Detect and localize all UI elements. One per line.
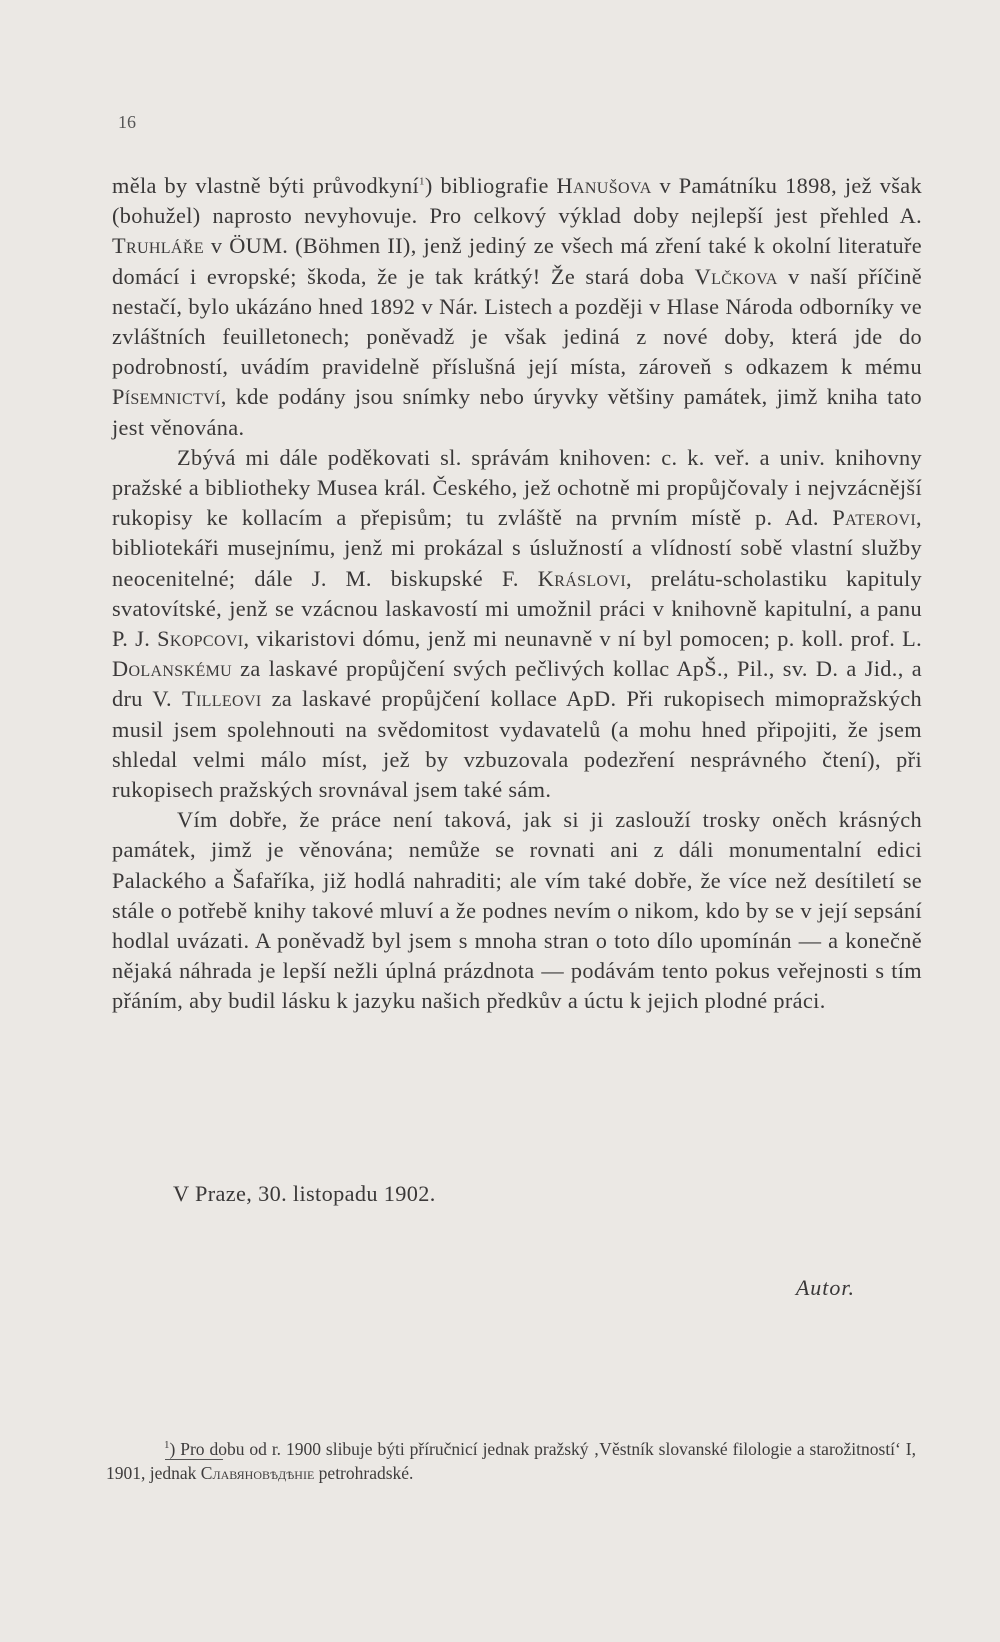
text: za laskavé propůjčení svých pečlivých kollac ApŠ., Pil., sv. D. a Jid., a dru V.: [112, 656, 922, 712]
author-name: Truhláře: [112, 233, 204, 259]
footnote-number: 1: [164, 1439, 170, 1452]
signature: Autor.: [795, 1275, 855, 1300]
cyrillic-title: Славяновѣдѣніе: [200, 1463, 315, 1483]
paragraph-1: [112, 171, 922, 443]
text: za laskavé propůjčení kollace ApD. Při rukopisech mimopražských musil jsem spolehnouti na svědomitost vydavatelů (a mohu hned připojiti, že jsem shledal velmi málo míst, jež by vzbuzovala podezření nesprávného čtení), při rukopisech pražských srovnával jsem také sám.: [112, 686, 922, 803]
footnote-marker: 1: [419, 175, 425, 188]
person-name: Paterovi: [832, 505, 917, 531]
text: , bibliotekáři musejnímu, jenž mi prokázal s úslužností a vlídností sobě vlastní služby neocenitelné; dále J. M. biskupské F.: [112, 505, 922, 591]
person-name: Tilleovi: [182, 686, 262, 712]
text: , prelátu-scholastiku kapituly svatovítské, jenž se vzácnou laskavostí mi umožnil práci v knihovně kapitulní, a panu P. J.: [112, 565, 923, 652]
footnote: [106, 1437, 916, 1485]
text: ) bibliografie: [424, 173, 549, 198]
paragraph-3: Vím dobře, že práce není taková, jak si ji zaslouží trosky oněch krásných památek, jimž je věnována; nemůže se rovnati ani z dáli monumentalní edici Palackého a Šafaříka, již hodlá nahraditi; ale vím také dobře, že více než desítiletí se stále o potřebě knihy takové mluví a že podnes nevím o nikom, kdo by se v její sepsání hodlal uvázati. A poněvadž byl jsem s mnoha stran o toto dílo upomínán — a konečně nějaká náhrada je lepší nežli úplná prázdnota — podávám tento pokus veřejnosti s tím přáním, aby budil lásku k jazyku našich předkův a úctu k jejich plodné práci.: [112, 807, 922, 1014]
author-name: Vlčkova: [694, 263, 778, 289]
text: , vikaristovi dómu, jenž mi neunavně v ní byl pomocen; p. koll. prof. L.: [243, 626, 922, 652]
text: v Památníku 1898, jež však (bohužel) naprosto nevyhovuje. Pro celkový výklad doby nejlepší jest přehled A.: [112, 173, 922, 229]
paragraph-2: [112, 443, 922, 805]
text: měla by vlastně býti průvodkyní: [112, 173, 420, 198]
text: petrohradské.: [314, 1463, 414, 1483]
page-number: 16: [118, 112, 136, 132]
text: , kde podány jsou snímky nebo úryvky většiny památek, jimž kniha tato jest věnována.: [112, 384, 922, 440]
text: Zbývá mi dále poděkovati sl. správám knihoven: c. k. veř. a univ. knihovny pražské a bibliotheky Musea král. Českého, jež ochotně mi propůjčovaly i nejvzácnější rukopisy ke kollacím a přepisům; tu zvláště na prvním místě p. Ad.: [112, 444, 922, 531]
text: ) Pro dobu od r. 1900 slibuje býti příručnicí jednak pražský ‚Věstník slovanské filologie a starožitností‘ I, 1901, jednak: [106, 1439, 916, 1483]
work-title: Písemnictví: [112, 384, 221, 410]
text: v ÖUM. (Böhmen II), jenž jediný ze všech má zření také k okolní literatuře domácí i evropské; škoda, že je tak krátký! Že stará doba: [112, 233, 922, 289]
author-name: Hanušova: [556, 173, 652, 198]
text: v naší příčině nestačí, bylo ukázáno hned 1892 v Nár. Listech a později v Hlase Národa odborníky ve zvláštních feuilletonech; poněvadž je však jediná z nové doby, která jde do podrobností, uvádím pravidelně příslušná její místa, zároveň s odkazem k mému: [112, 263, 922, 380]
person-name: Kráslovi: [537, 565, 627, 591]
date-line: V Praze, 30. listopadu 1902.: [173, 1181, 436, 1206]
person-name: Skopcovi: [157, 626, 244, 652]
person-name: Dolanskému: [112, 656, 233, 682]
body-text: [112, 171, 922, 1017]
